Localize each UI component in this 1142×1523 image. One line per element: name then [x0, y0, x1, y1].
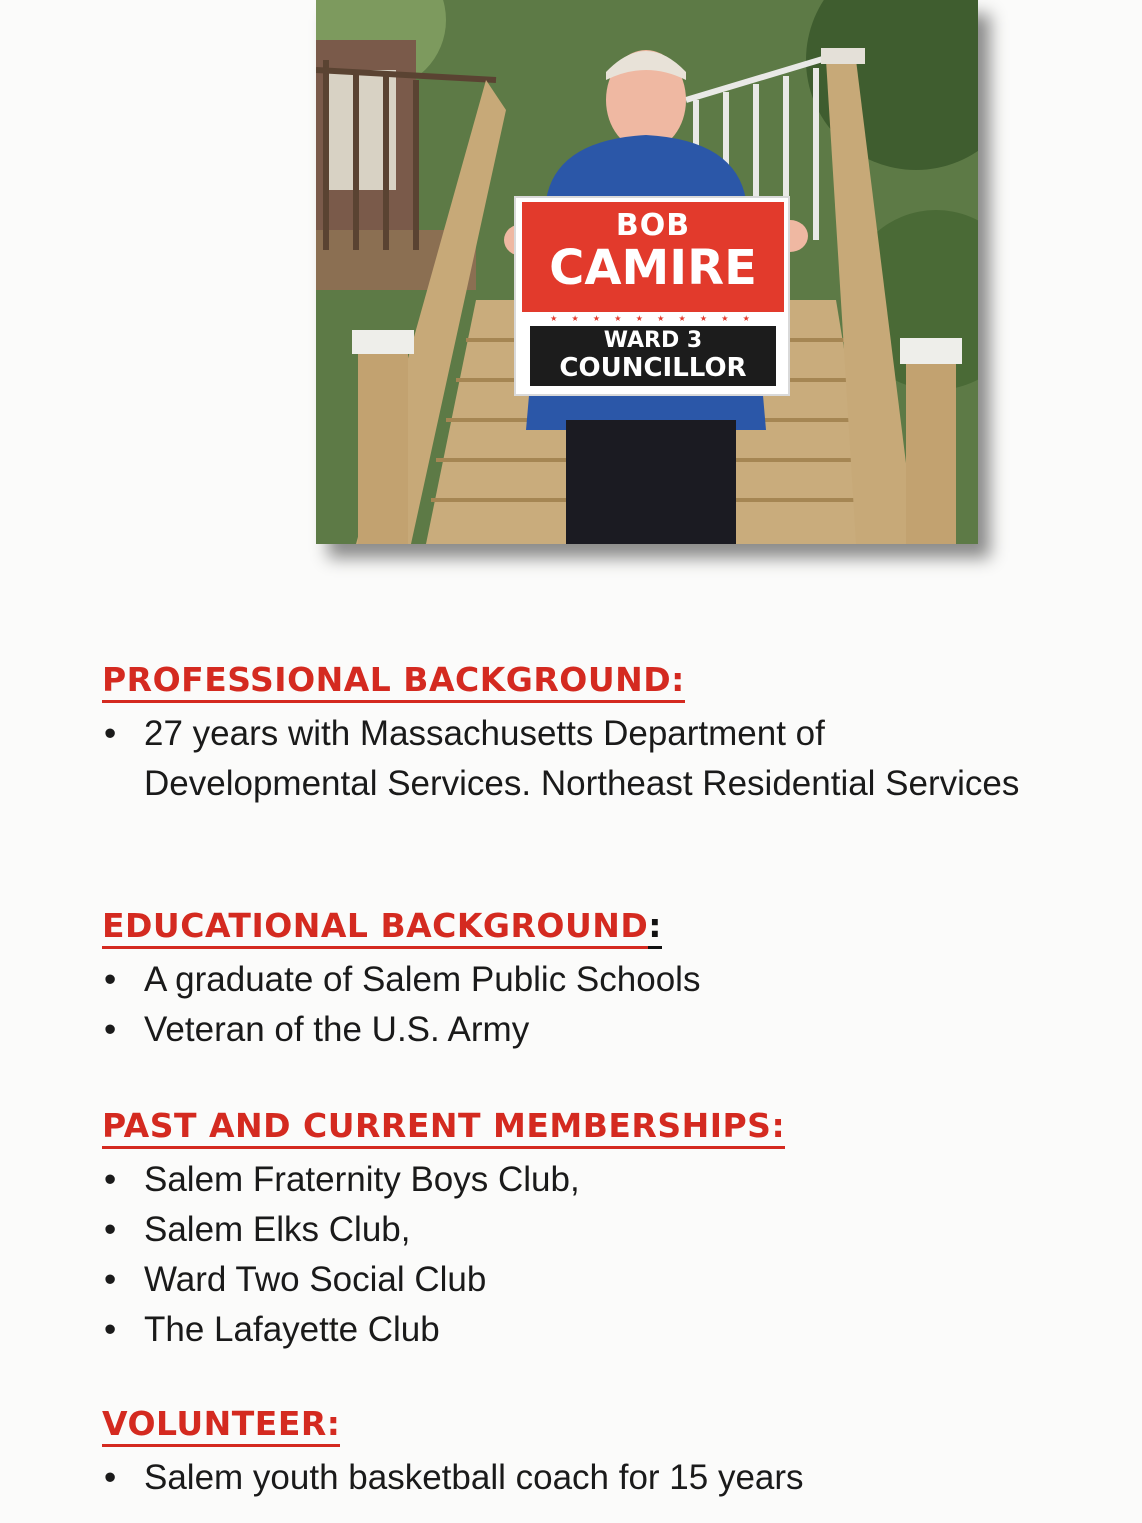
list-item: • Salem Elks Club,: [102, 1205, 1102, 1255]
list-item: • Salem youth basketball coach for 15 years: [102, 1453, 1102, 1503]
list-item: • Ward Two Social Club: [102, 1255, 1102, 1305]
sign-first-name: BOB: [615, 208, 691, 243]
list-item: • A graduate of Salem Public Schools: [102, 955, 1102, 1005]
educational-background-section: [102, 906, 1102, 1055]
list-item: • 27 years with Massachusetts Department of Developmental Services. Northeast Residential Services: [102, 709, 1044, 809]
volunteer-list: [102, 1453, 1102, 1503]
list-item: • Veteran of the U.S. Army: [102, 1005, 1102, 1055]
educational-background-heading: [102, 906, 648, 949]
volunteer-section: [102, 1404, 1102, 1503]
list-item: • Salem Fraternity Boys Club,: [102, 1155, 1102, 1205]
educational-heading-colon: :: [648, 906, 662, 949]
memberships-list: [102, 1155, 1102, 1355]
professional-background-heading: PROFESSIONAL BACKGROUND:: [102, 660, 685, 703]
sign-last-name: CAMIRE: [549, 240, 757, 296]
sign-name-panel: [522, 202, 784, 312]
campaign-sign: [514, 196, 790, 396]
educational-heading-text: EDUCATIONAL BACKGROUND: [102, 906, 649, 945]
sign-office: COUNCILLOR: [559, 353, 747, 383]
professional-background-section: [102, 660, 1102, 809]
sign-ward: WARD 3: [603, 328, 703, 353]
memberships-section: [102, 1106, 1102, 1355]
memberships-heading: PAST AND CURRENT MEMBERSHIPS:: [102, 1106, 785, 1149]
professional-list: [102, 709, 1102, 809]
sign-office-panel: [530, 326, 776, 386]
volunteer-heading: VOLUNTEER:: [102, 1404, 340, 1447]
sign-stars: ★ ★ ★ ★ ★ ★ ★ ★ ★ ★: [550, 314, 756, 323]
list-item: • The Lafayette Club: [102, 1305, 1102, 1355]
educational-list: [102, 955, 1102, 1055]
